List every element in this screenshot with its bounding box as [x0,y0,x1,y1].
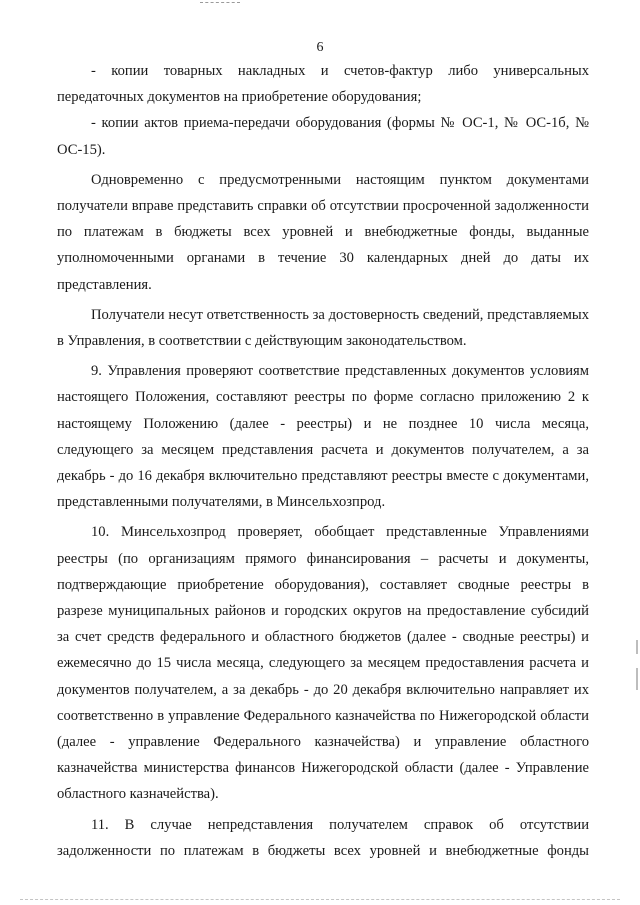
document-body [57,58,589,864]
paragraph-item-11: 11. В случае непредставления получателем справок об отсутствии задолженности по платежам в бюджеты всех уровней и внебюджетные фонды [57,816,589,859]
paragraph-certificates: Одновременно с предусмотренными настоящим пунктом документами получатели вправе представить справки об отсутствии просроченной задолженности по платежам в бюджеты всех уровней и внебюджетные фонды, выданные уполномоченными органами в течение 30 календарных дней до даты их представления. [57,171,589,293]
top-scan-rule [200,2,240,3]
paragraph-responsibility: Получатели несут ответственность за достоверность сведений, представляемых в Управления, в соответствии с действующим законодательством. [57,306,589,350]
scan-edge-mark [636,640,638,654]
paragraph-acts: - копии актов приема-передачи оборудования (формы № ОС-1, № ОС-1б, № ОС-15). [57,115,589,158]
page-number: 6 [316,40,324,55]
paragraph-item-10: 10. Минсельхозпрод проверяет, обобщает представленные Управлениями реестры (по организациям прямого финансирования – расчеты и документы, подтверждающие приобретение оборудования), составляет сводные реестры в разрезе муниципальных районов и городских округов на предоставление субсидий за счет средств федерального и областного бюджетов (далее - сводные реестры) и ежемесячно до 15 числа месяца, следующего за месяцем предоставления расчета и документов получателем, а за декабрь - до 20 декабря включительно направляет их соответственно в управление Федерального казначейства по Нижегородской области (далее - управление Федерального казначейства) и управление областного казначейства министерства финансов Нижегородской области (далее - Управление областного казначейства). [57,524,589,803]
bottom-scan-rule [20,899,620,900]
paragraph-item-9: 9. Управления проверяют соответствие представленных документов условиям настоящего Положения, составляют реестры по форме согласно приложению 2 к настоящему Положению (далее - реестры) и не позднее 10 числа месяца, следующего за месяцем представления расчета и документов получателем, а за декабрь - до 16 декабря включительно представляют реестры вместе с документами, представленными получателями, в Минсельхозпрод. [57,363,589,511]
paragraph-invoices: - копии товарных накладных и счетов-фактур либо универсальных передаточных документов на приобретение оборудования; [57,63,589,106]
scan-edge-mark [636,668,638,690]
